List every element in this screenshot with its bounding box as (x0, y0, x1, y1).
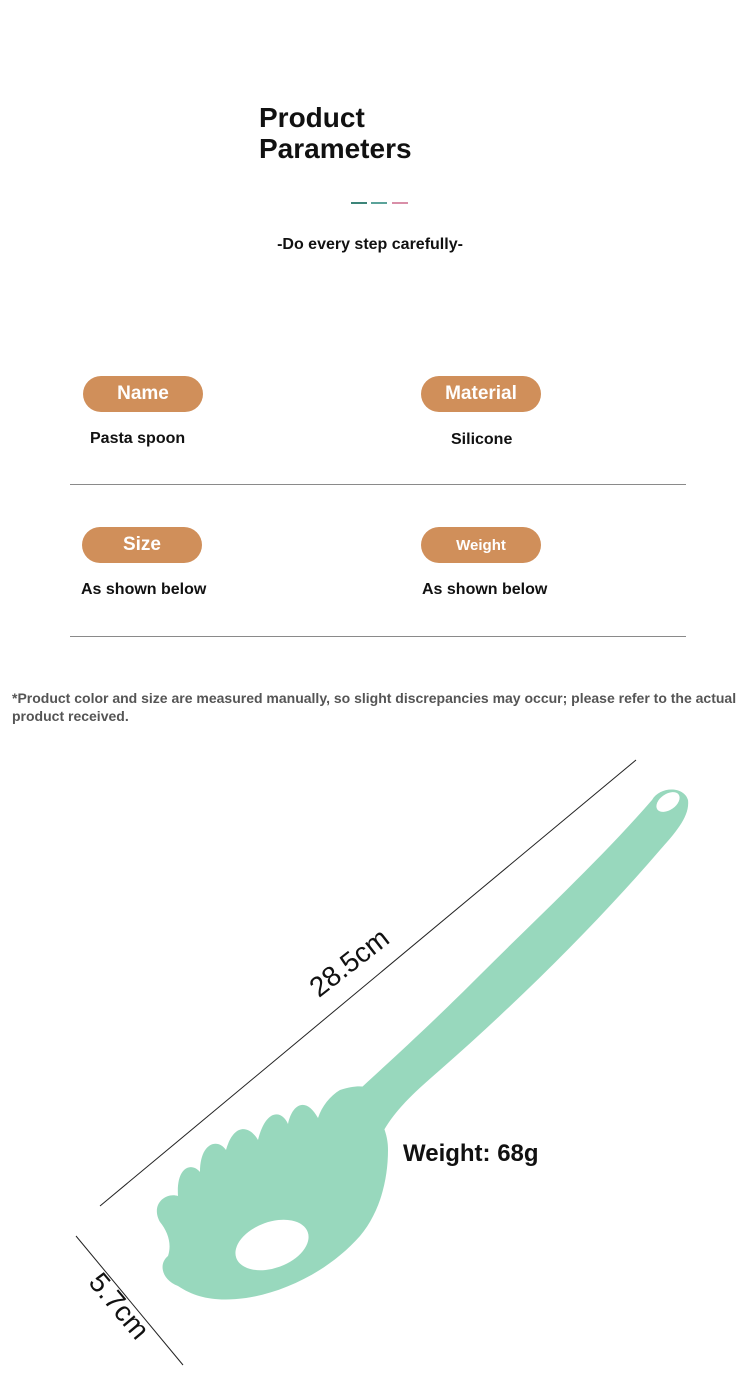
param-value-name: Pasta spoon (90, 430, 186, 447)
divider-1 (70, 484, 686, 485)
param-value-weight: As shown below (422, 581, 548, 598)
param-label-weight: Weight (421, 527, 541, 563)
weight-label: Weight: 68g (403, 1140, 539, 1167)
subtitle: -Do every step carefully- (277, 236, 463, 253)
accent-dash-1 (351, 202, 367, 204)
spoon-shape (157, 790, 688, 1300)
pasta-spoon-figure (0, 740, 750, 1397)
param-value-material: Silicone (451, 431, 513, 448)
length-label: 28.5cm (303, 922, 395, 1003)
param-label-name: Name (83, 376, 203, 412)
title-line-2: Parameters (259, 133, 412, 164)
width-label: 5.7cm (82, 1266, 156, 1346)
page-title (259, 102, 412, 164)
title-line-1: Product (259, 102, 365, 133)
param-label-material: Material (421, 376, 541, 412)
param-label-size: Size (82, 527, 202, 563)
accent-dash-2 (371, 202, 387, 204)
param-value-size: As shown below (81, 581, 207, 598)
divider-2 (70, 636, 686, 637)
disclaimer-note: *Product color and size are measured manually, so slight discrepancies may occur; please refer to the actual product received. (12, 690, 737, 724)
accent-dash-3 (392, 202, 408, 204)
